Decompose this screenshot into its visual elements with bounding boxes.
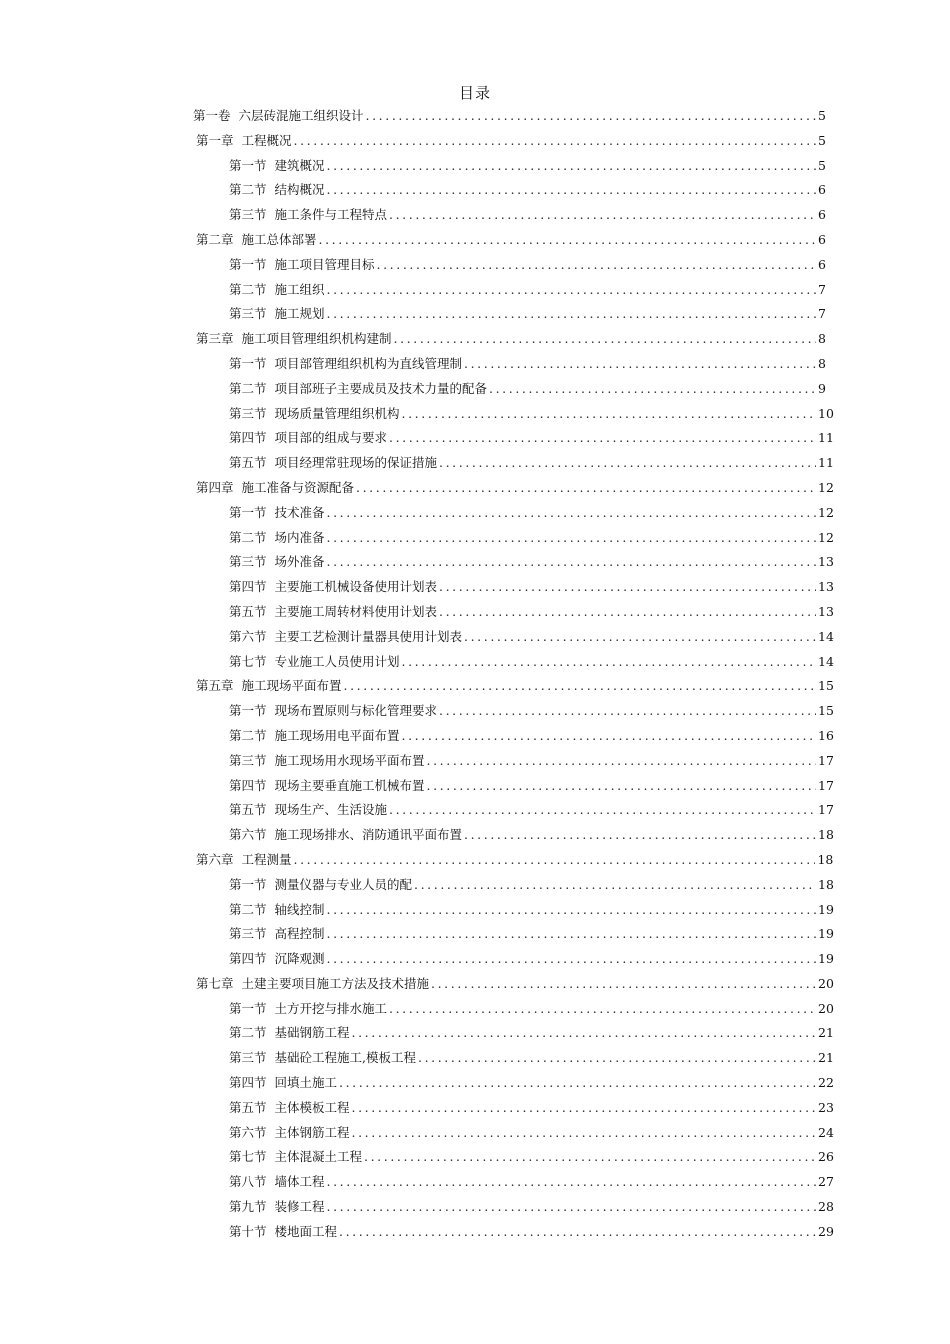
toc-section-entry[interactable]: [193, 875, 834, 900]
toc-page-number: 10: [818, 405, 834, 421]
toc-entry-title: 技术准备: [274, 504, 325, 520]
toc-chapter-entry[interactable]: [193, 230, 826, 255]
toc-dot-leader: [327, 951, 816, 966]
toc-entry-title: 施工组织: [274, 281, 325, 297]
toc-dot-leader: [389, 430, 816, 445]
toc-entry-title: 工程概况: [241, 132, 292, 148]
toc-entry-title: 回填土施工: [274, 1075, 338, 1091]
toc-entry-number: 第七节: [229, 1149, 267, 1165]
toc-list: [193, 106, 834, 1247]
toc-entry-number: 第六节: [229, 628, 267, 644]
toc-page-number: 5: [818, 108, 826, 123]
toc-entry-title: 施工项目管理组织机构建制: [241, 331, 392, 347]
toc-entry-title: 主要施工周转材料使用计划表: [274, 603, 438, 619]
toc-page-number: 7: [818, 306, 826, 322]
toc-entry-title: 施工现场用电平面布置: [274, 727, 400, 743]
toc-entry-title: 高程控制: [274, 926, 325, 942]
toc-entry-number: 第三节: [229, 207, 267, 223]
toc-section-entry[interactable]: [193, 577, 834, 602]
toc-dot-leader: [327, 926, 816, 941]
toc-entry-number: 第六节: [229, 827, 267, 843]
toc-chapter-entry[interactable]: [193, 329, 826, 354]
toc-section-entry[interactable]: [193, 453, 834, 478]
toc-page-number: 18: [817, 851, 834, 867]
toc-dot-leader: [294, 133, 816, 148]
toc-dot-leader: [489, 381, 816, 396]
toc-page-number: 6: [818, 207, 826, 223]
toc-entry-number: 第七节: [229, 653, 267, 669]
toc-dot-leader: [327, 554, 816, 569]
toc-section-entry[interactable]: [193, 949, 834, 974]
toc-entry-number: 第一节: [229, 876, 267, 892]
toc-entry-title: 基础砼工程施工,模板工程: [274, 1050, 416, 1066]
toc-page-number: 17: [818, 777, 834, 793]
toc-entry-title: 项目部班子主要成员及技术力量的配备: [274, 380, 488, 396]
toc-entry-number: 第三节: [229, 926, 267, 942]
toc-entry-title: 施工现场平面布置: [241, 678, 342, 694]
toc-section-entry[interactable]: [193, 627, 834, 652]
toc-chapter-entry[interactable]: [193, 131, 826, 156]
toc-page-number: 22: [818, 1075, 834, 1091]
toc-dot-leader: [327, 1199, 816, 1214]
toc-section-entry[interactable]: [193, 205, 826, 230]
toc-chapter-entry[interactable]: [193, 974, 834, 999]
toc-entry-number: 第二节: [229, 727, 267, 743]
toc-dot-leader: [366, 108, 816, 123]
toc-page-number: 6: [818, 256, 826, 272]
toc-section-entry[interactable]: [193, 1048, 834, 1073]
toc-section-entry[interactable]: [193, 1172, 834, 1197]
toc-page-number: 17: [818, 752, 834, 768]
toc-section-entry[interactable]: [193, 552, 834, 577]
toc-dot-leader: [464, 629, 816, 644]
toc-dot-leader: [352, 1100, 816, 1115]
toc-entry-number: 第一节: [229, 355, 267, 371]
toc-entry-number: 第二节: [229, 901, 267, 917]
toc-entry-number: 第一节: [229, 504, 267, 520]
toc-entry-number: 第二节: [229, 281, 267, 297]
toc-section-entry[interactable]: [193, 1147, 834, 1172]
toc-dot-leader: [431, 976, 816, 991]
toc-dot-leader: [439, 604, 816, 619]
toc-dot-leader: [364, 1149, 816, 1164]
toc-page-number: 6: [818, 182, 826, 198]
toc-entry-number: 第九节: [229, 1199, 267, 1215]
toc-dot-leader: [327, 306, 816, 321]
toc-dot-leader: [294, 852, 816, 867]
toc-section-entry[interactable]: [193, 800, 834, 825]
toc-chapter-entry[interactable]: [193, 478, 834, 503]
toc-dot-leader: [377, 257, 816, 272]
toc-dot-leader: [402, 406, 816, 421]
toc-entry-number: 第三节: [229, 405, 267, 421]
toc-dot-leader: [464, 827, 816, 842]
toc-page-number: 6: [818, 231, 826, 247]
toc-entry-title: 场外准备: [274, 554, 325, 570]
toc-entry-number: 第一节: [229, 1000, 267, 1016]
toc-dot-leader: [439, 455, 816, 470]
toc-entry-number: 第五节: [229, 1099, 267, 1115]
toc-dot-leader: [439, 703, 816, 718]
toc-page-number: 26: [818, 1149, 834, 1165]
toc-section-entry[interactable]: [193, 701, 834, 726]
toc-section-entry[interactable]: [193, 1073, 834, 1098]
toc-entry-title: 施工规划: [274, 306, 325, 322]
toc-page-number: 7: [818, 281, 826, 297]
toc-section-entry[interactable]: [193, 1197, 834, 1222]
toc-entry-title: 基础钢筋工程: [274, 1025, 350, 1041]
toc-page-number: 14: [818, 628, 834, 644]
toc-entry-title: 土方开挖与排水施工: [274, 1000, 388, 1016]
toc-entry-number: 第五章: [196, 678, 234, 694]
toc-entry-title: 轴线控制: [274, 901, 325, 917]
toc-entry-title: 施工条件与工程特点: [274, 207, 388, 223]
toc-page-number: 18: [818, 827, 834, 843]
toc-entry-title: 施工总体部署: [241, 231, 317, 247]
toc-entry-title: 沉降观测: [274, 951, 325, 967]
toc-entry-title: 建筑概况: [274, 157, 325, 173]
toc-page-number: 28: [818, 1199, 834, 1215]
toc-entry-number: 第二节: [229, 380, 267, 396]
toc-page-number: 14: [818, 653, 834, 669]
toc-entry-title: 现场生产、生活设施: [274, 802, 388, 818]
toc-entry-title: 场内准备: [274, 529, 325, 545]
toc-section-entry[interactable]: [193, 602, 834, 627]
toc-entry-title: 装修工程: [274, 1199, 325, 1215]
toc-entry-title: 施工现场用水现场平面布置: [274, 752, 425, 768]
toc-dot-leader: [356, 480, 816, 495]
toc-dot-leader: [327, 530, 816, 545]
toc-section-entry[interactable]: [193, 1098, 834, 1123]
toc-dot-leader: [464, 356, 816, 371]
toc-entry-number: 第一章: [196, 132, 234, 148]
toc-entry-title: 项目部的组成与要求: [274, 430, 388, 446]
toc-entry-title: 测量仪器与专业人员的配: [274, 876, 413, 892]
toc-section-entry[interactable]: [193, 156, 826, 181]
toc-entry-number: 第四节: [229, 951, 267, 967]
toc-entry-title: 主体钢筋工程: [274, 1124, 350, 1140]
toc-volume-entry[interactable]: [193, 106, 826, 131]
toc-section-entry[interactable]: [193, 1023, 834, 1048]
toc-dot-leader: [389, 1001, 816, 1016]
toc-entry-number: 第二章: [196, 231, 234, 247]
toc-entry-title: 主要施工机械设备使用计划表: [274, 579, 438, 595]
toc-entry-number: 第五节: [229, 802, 267, 818]
toc-page-number: 13: [818, 579, 834, 595]
toc-dot-leader: [327, 902, 816, 917]
toc-entry-number: 第四节: [229, 430, 267, 446]
toc-entry-number: 第五节: [229, 603, 267, 619]
toc-entry-title: 主体模板工程: [274, 1099, 350, 1115]
toc-section-entry[interactable]: [193, 999, 834, 1024]
toc-entry-number: 第三节: [229, 1050, 267, 1066]
toc-dot-leader: [327, 282, 816, 297]
toc-entry-number: 第四节: [229, 777, 267, 793]
toc-page-number: 15: [818, 678, 834, 694]
toc-page-number: 19: [818, 901, 834, 917]
toc-dot-leader: [339, 1224, 816, 1239]
toc-page-number: 27: [818, 1174, 834, 1190]
toc-entry-number: 第八节: [229, 1174, 267, 1190]
toc-entry-title: 现场布置原则与标化管理要求: [274, 703, 438, 719]
toc-page-number: 11: [818, 430, 834, 446]
toc-section-entry[interactable]: [193, 924, 834, 949]
toc-page-number: 8: [818, 355, 826, 371]
toc-entry-title: 主要工艺检测计量器具使用计划表: [274, 628, 463, 644]
toc-entry-title: 工程测量: [241, 851, 292, 867]
toc-page-number: 19: [818, 951, 834, 967]
toc-section-entry[interactable]: [193, 280, 826, 305]
toc-dot-leader: [352, 1125, 816, 1140]
toc-page-number: 21: [818, 1025, 834, 1041]
toc-page-number: 5: [818, 157, 826, 173]
toc-page-number: 20: [818, 975, 834, 991]
toc-entry-title: 主体混凝土工程: [274, 1149, 363, 1165]
toc-section-entry[interactable]: [193, 528, 834, 553]
toc-section-entry[interactable]: [193, 652, 834, 677]
toc-dot-leader: [414, 877, 816, 892]
toc-entry-number: 第一节: [229, 157, 267, 173]
toc-section-entry[interactable]: [193, 825, 834, 850]
toc-section-entry[interactable]: [193, 1123, 834, 1148]
toc-page-number: 13: [818, 554, 834, 570]
toc-title: 目录: [458, 84, 491, 102]
toc-dot-leader: [439, 579, 816, 594]
toc-entry-number: 第五节: [229, 455, 267, 471]
toc-page-number: 20: [818, 1000, 834, 1016]
toc-page-number: 23: [818, 1099, 834, 1115]
toc-page-number: 8: [818, 331, 826, 347]
toc-dot-leader: [327, 505, 816, 520]
toc-entry-number: 第一节: [229, 703, 267, 719]
toc-entry-title: 施工项目管理目标: [274, 256, 375, 272]
toc-section-entry[interactable]: [193, 751, 834, 776]
toc-dot-leader: [327, 182, 816, 197]
toc-dot-leader: [344, 678, 816, 693]
toc-dot-leader: [394, 331, 816, 346]
toc-dot-leader: [427, 753, 816, 768]
toc-entry-number: 第二节: [229, 182, 267, 198]
toc-chapter-entry[interactable]: [193, 676, 834, 701]
toc-entry-number: 第三节: [229, 554, 267, 570]
toc-entry-number: 第四章: [196, 479, 234, 495]
toc-entry-title: 施工现场排水、消防通讯平面布置: [274, 827, 463, 843]
toc-page-number: 16: [818, 727, 834, 743]
toc-section-entry[interactable]: [193, 1222, 834, 1247]
toc-entry-number: 第三节: [229, 306, 267, 322]
toc-dot-leader: [339, 1075, 816, 1090]
toc-entry-title: 墙体工程: [274, 1174, 325, 1190]
toc-entry-number: 第三节: [229, 752, 267, 768]
toc-entry-number: 第三章: [196, 331, 234, 347]
toc-dot-leader: [402, 654, 816, 669]
toc-section-entry[interactable]: [193, 379, 826, 404]
toc-page-number: 12: [818, 504, 834, 520]
toc-page-number: 24: [818, 1124, 834, 1140]
toc-page-number: 19: [818, 926, 834, 942]
toc-page-number: 13: [818, 603, 834, 619]
toc-entry-number: 第二节: [229, 1025, 267, 1041]
toc-dot-leader: [427, 778, 816, 793]
toc-entry-title: 楼地面工程: [274, 1223, 338, 1239]
toc-dot-leader: [402, 728, 816, 743]
toc-entry-number: 第一卷: [193, 108, 231, 123]
toc-entry-title: 施工准备与资源配备: [241, 479, 355, 495]
toc-chapter-entry[interactable]: [193, 850, 834, 875]
toc-page-number: 21: [818, 1050, 834, 1066]
toc-entry-number: 第六章: [196, 851, 234, 867]
toc-dot-leader: [327, 158, 816, 173]
toc-section-entry[interactable]: [193, 354, 826, 379]
toc-entry-number: 第一节: [229, 256, 267, 272]
toc-dot-leader: [389, 802, 816, 817]
toc-entry-title: 专业施工人员使用计划: [274, 653, 400, 669]
toc-entry-number: 第四节: [229, 579, 267, 595]
toc-entry-title: 现场质量管理组织机构: [274, 405, 400, 421]
toc-section-entry[interactable]: [193, 776, 834, 801]
toc-page-number: 17: [818, 802, 834, 818]
toc-entry-number: 第六节: [229, 1124, 267, 1140]
toc-page-number: 18: [818, 876, 834, 892]
toc-entry-title: 土建主要项目施工方法及技术措施: [241, 975, 430, 991]
toc-entry-title: 结构概况: [274, 182, 325, 198]
toc-page-number: 12: [818, 479, 834, 495]
toc-dot-leader: [389, 207, 816, 222]
toc-section-entry[interactable]: [193, 503, 834, 528]
toc-entry-title: 六层砖混施工组织设计: [238, 108, 364, 123]
toc-section-entry[interactable]: [193, 304, 826, 329]
toc-section-entry[interactable]: [193, 180, 826, 205]
toc-section-entry[interactable]: [193, 726, 834, 751]
toc-page-number: 9: [818, 380, 826, 396]
toc-section-entry[interactable]: [193, 255, 826, 280]
toc-page-number: 29: [818, 1223, 834, 1239]
toc-dot-leader: [352, 1025, 816, 1040]
toc-entry-number: 第四节: [229, 1075, 267, 1091]
toc-entry-title: 项目部管理组织机构为直线管理制: [274, 355, 463, 371]
toc-entry-number: 第七章: [196, 975, 234, 991]
toc-section-entry[interactable]: [193, 428, 834, 453]
toc-page-number: 15: [818, 703, 834, 719]
toc-entry-number: 第十节: [229, 1223, 267, 1239]
toc-section-entry[interactable]: [193, 404, 834, 429]
toc-page-number: 12: [818, 529, 834, 545]
toc-entry-title: 项目经理常驻现场的保证措施: [274, 455, 438, 471]
toc-entry-number: 第二节: [229, 529, 267, 545]
toc-dot-leader: [418, 1050, 816, 1065]
toc-dot-leader: [327, 1174, 816, 1189]
toc-page-number: 11: [818, 455, 834, 471]
toc-page-number: 5: [818, 132, 826, 148]
toc-entry-title: 现场主要垂直施工机械布置: [274, 777, 425, 793]
toc-section-entry[interactable]: [193, 900, 834, 925]
toc-dot-leader: [319, 232, 816, 247]
